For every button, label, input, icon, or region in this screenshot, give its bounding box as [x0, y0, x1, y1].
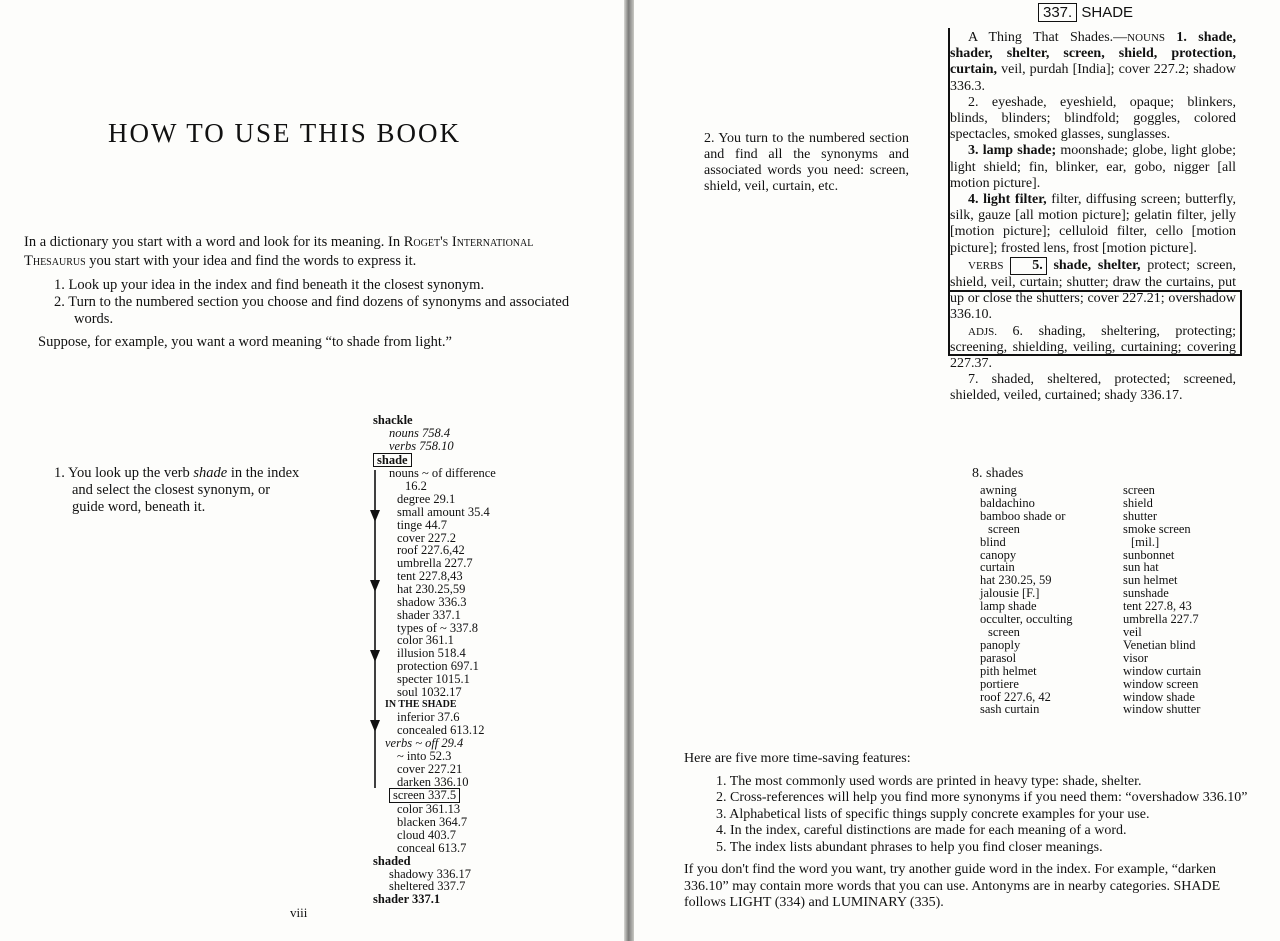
- list-item: sun helmet: [1123, 573, 1178, 588]
- index-line: shadowy 336.17: [389, 866, 471, 881]
- list-item: bamboo shade or: [980, 508, 1066, 523]
- list-item: screen: [988, 624, 1020, 639]
- index-excerpt: [373, 414, 533, 906]
- shades-column-2: [1123, 484, 1263, 716]
- index-headword: shader 337.1: [373, 892, 441, 907]
- index-line: roof 227.6,42: [397, 543, 465, 558]
- list-item: jalousie [F.]: [980, 586, 1040, 601]
- list-item: tent 227.8, 43: [1123, 599, 1192, 614]
- index-line: nouns ~ of difference: [389, 466, 496, 481]
- index-line: umbrella 227.7: [397, 556, 473, 571]
- index-line: ~ into 52.3: [397, 748, 452, 763]
- list-item: smoke screen: [1123, 521, 1191, 536]
- para-num-boxed: 5.: [1010, 257, 1047, 275]
- para-text: 2. eyeshade, eyeshield, opaque; blinkers, blinds, blinders; blindfold; goggles, colored spectacles, smoked glasses, sunglasses.: [950, 94, 1236, 143]
- step-item: 2. Turn to the numbered section you choose and find dozens of synonyms and associated words.: [54, 294, 570, 327]
- example1-text-a: 1. You look up the verb: [54, 465, 194, 481]
- entry-heading: [1038, 4, 1133, 21]
- list-item: screen: [1123, 483, 1155, 497]
- bold-words: 4. light filter,: [968, 192, 1047, 208]
- arrow-icon-column: [368, 470, 382, 800]
- list-item: roof 227.6, 42: [980, 689, 1051, 704]
- closing-paragraph: If you don't find the word you want, try another guide word in the index. For example, “darken 336.10” may contain more words that you can use. Antonyms are in nearby categories. SHADE follows LIGHT (334) and LUMINARY (335).: [684, 862, 1221, 910]
- index-line: soul 1032.17: [397, 684, 462, 699]
- pos-label: ADJS.: [968, 325, 998, 338]
- intro-text-a: In a dictionary you start with a word and look for its meaning. In: [24, 234, 404, 250]
- list-item: hat 230.25, 59: [980, 573, 1052, 588]
- index-line: color 361.1: [397, 633, 454, 648]
- entry-number: 337.: [1038, 3, 1077, 22]
- index-line: color 361.13: [397, 802, 461, 817]
- page-title: HOW TO USE THIS BOOK: [108, 118, 462, 148]
- list-item: baldachino: [980, 495, 1035, 510]
- features-section: [684, 751, 1254, 912]
- intro-text-c: you start with your idea and find the words to express it.: [85, 253, 417, 269]
- entry-subtitle: A Thing That Shades.—: [968, 30, 1128, 45]
- feature-item: 1. The most commonly used words are printed in heavy type: shade, shelter.: [716, 773, 1142, 789]
- list-item: blind: [980, 534, 1006, 549]
- step-item: 1. Look up your idea in the index and find beneath it the closest synonym.: [54, 277, 485, 293]
- list-item: Venetian blind: [1123, 637, 1196, 652]
- index-line: nouns 758.4: [389, 425, 451, 440]
- list-item: sash curtain: [980, 702, 1040, 717]
- list-item: visor: [1123, 650, 1148, 665]
- index-line: small amount 35.4: [397, 504, 490, 519]
- index-line: protection 697.1: [397, 659, 479, 674]
- list-item: canopy: [980, 547, 1017, 562]
- list-item: portiere: [980, 676, 1019, 691]
- list-item: awning: [980, 483, 1017, 497]
- index-line: hat 230.25,59: [397, 581, 466, 596]
- index-headword: shaded: [373, 853, 411, 868]
- shades-heading: 8. shades: [972, 466, 1024, 481]
- pos-label: NOUNS: [1127, 32, 1166, 44]
- list-item: window curtain: [1123, 663, 1202, 678]
- list-item: sunshade: [1123, 586, 1169, 601]
- features-intro: Here are five more time-saving features:: [684, 751, 911, 766]
- index-line: shadow 336.3: [397, 594, 467, 609]
- para-text: 7. shaded, sheltered, protected; screened, shielded, veiled, curtained; shady 336.17.: [950, 372, 1236, 404]
- list-item: window screen: [1123, 676, 1199, 691]
- index-line: specter 1015.1: [397, 671, 470, 686]
- index-line: concealed 613.12: [397, 723, 485, 738]
- book-gutter: [624, 0, 634, 941]
- para-num: 1.: [1165, 30, 1199, 45]
- para-text: protect; screen, shield, veil, curtain; shutter; draw the curtains, put up or close the shutters; cover 227.21; overshadow 336.10.: [950, 257, 1237, 323]
- index-line: shader 337.1: [397, 607, 461, 622]
- index-headword-boxed: shade: [373, 453, 412, 468]
- index-line: conceal 613.7: [397, 840, 467, 855]
- list-item: curtain: [980, 560, 1015, 575]
- list-item: sun hat: [1123, 560, 1159, 575]
- index-line: cover 227.2: [397, 530, 457, 545]
- para-text: filter, diffusing screen; butterfly, silk, gauze [all motion picture]; gelatin filter, jelly [motion picture]; celluloid filter, cello [motion picture]; frosted lens, frost [motion picture].: [950, 192, 1236, 256]
- list-item: window shade: [1123, 689, 1195, 704]
- list-item: parasol: [980, 650, 1017, 665]
- index-line: sheltered 337.7: [389, 879, 466, 894]
- index-line: cover 227.21: [397, 761, 463, 776]
- right-page: [634, 0, 1280, 941]
- steps-list: [54, 277, 594, 328]
- index-line: blacken 364.7: [397, 815, 468, 830]
- list-item: lamp shade: [980, 599, 1037, 614]
- pos-label: VERBS: [968, 259, 1004, 272]
- index-line: verbs ~ off 29.4: [385, 736, 464, 751]
- index-phrase-head: IN THE SHADE: [385, 698, 457, 710]
- index-line: 16.2: [405, 479, 427, 494]
- list-item: sunbonnet: [1123, 547, 1175, 562]
- bold-words: shade, shelter,: [1053, 257, 1141, 273]
- index-line: inferior 37.6: [397, 710, 460, 725]
- list-item: umbrella 227.7: [1123, 612, 1199, 627]
- feature-item: 4. In the index, careful distinctions are made for each meaning of a word.: [716, 823, 1127, 838]
- left-page: [0, 0, 624, 941]
- index-line: tent 227.8,43: [397, 569, 463, 584]
- index-line: degree 29.1: [397, 492, 456, 507]
- bold-words: shade, shader, shelter, screen, shield, protection, curtain,: [950, 30, 1237, 78]
- list-item: screen: [988, 521, 1020, 536]
- index-line: verbs 758.10: [389, 438, 454, 453]
- suppose-line: Suppose, for example, you want a word meaning “to shade from light.”: [38, 334, 452, 350]
- list-item: pith helmet: [980, 663, 1037, 678]
- example1-text-b: in the index and select the closest synonym, or guide word, beneath it.: [72, 465, 300, 515]
- entry-title: SHADE: [1081, 4, 1134, 21]
- list-item: window shutter: [1123, 702, 1201, 717]
- index-headword: shackle: [373, 413, 413, 427]
- index-line: cloud 403.7: [397, 828, 457, 842]
- index-line: tinge 44.7: [397, 517, 447, 532]
- list-item: shield: [1123, 495, 1153, 510]
- book-name: Roget's International Thesaurus: [24, 234, 534, 269]
- thesaurus-entry: [950, 30, 1236, 405]
- index-line: darken 336.10: [397, 774, 469, 789]
- index-line: types of ~ 337.8: [397, 620, 479, 635]
- list-item: veil: [1123, 624, 1142, 639]
- features-list: [716, 774, 1254, 857]
- list-item: [mil.]: [1131, 534, 1160, 549]
- para-text: moonshade; globe, light globe; light shield; fin, blinker, ear, gobo, nigger [all motion picture].: [950, 143, 1237, 191]
- example-step-1: [54, 465, 304, 516]
- shades-column-1: [980, 484, 1120, 716]
- list-item: panoply: [980, 637, 1021, 652]
- list-item: shutter: [1123, 508, 1158, 523]
- feature-item: 3. Alphabetical lists of specific things supply concrete examples for your use.: [716, 806, 1150, 822]
- bold-words: 3. lamp shade;: [968, 143, 1057, 159]
- page-number: viii: [290, 905, 308, 920]
- index-line: illusion 518.4: [397, 646, 466, 661]
- intro-paragraph: [24, 233, 594, 328]
- feature-item: 2. Cross-references will help you find more synonyms if you need them: “overshadow 336.10”: [716, 790, 1248, 805]
- feature-item: 5. The index lists abundant phrases to help you find closer meanings.: [716, 839, 1103, 855]
- list-item: occulter, occulting: [980, 612, 1073, 627]
- para-text: veil, purdah [India]; cover 227.2; shadow 336.3.: [950, 62, 1236, 94]
- index-line-boxed: screen 337.5: [389, 788, 460, 803]
- para-text: 6. shading, sheltering, protecting; screening, shielding, veiling, curtaining; covering 227.37.: [950, 323, 1236, 372]
- example-step-2: 2. You turn to the numbered section and find all the synonyms and associated words you need: screen, shield, veil, curtain, etc.: [704, 131, 909, 194]
- example1-word: shade: [193, 465, 228, 481]
